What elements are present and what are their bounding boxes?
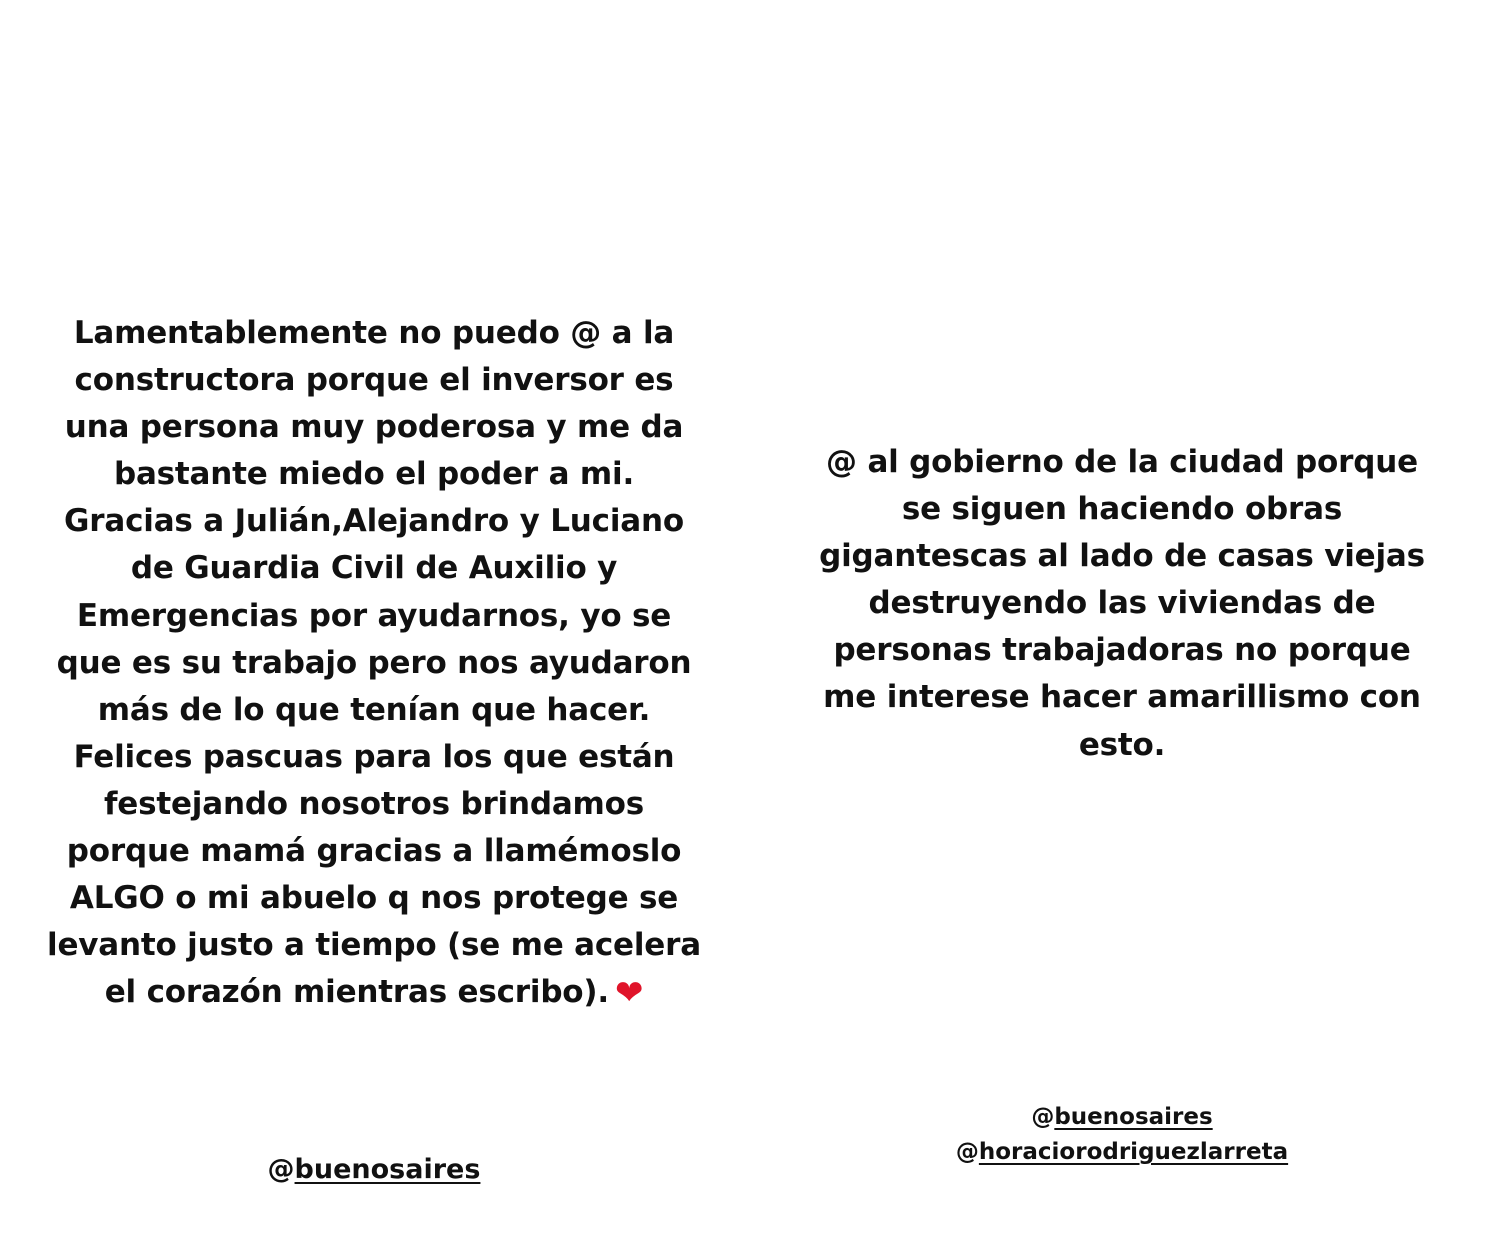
caption-line: Felices pascuas para los que están <box>73 738 675 775</box>
caption-line: ALGO o mi abuelo q nos protege se <box>69 880 679 917</box>
at-sign: @ <box>1031 1104 1055 1130</box>
caption-line: constructora porque el inversor es <box>74 362 674 399</box>
at-sign: @ <box>955 1139 979 1165</box>
mention-sticker-buenosaires[interactable] <box>0 1150 748 1190</box>
caption-line: gigantescas al lado de casas viejas <box>819 538 1425 575</box>
mention-sticker-horaciorodriguezlarreta[interactable] <box>748 1135 1496 1170</box>
story-caption-right <box>768 439 1476 769</box>
caption-line-text: el corazón mientras escribo). <box>104 974 609 1011</box>
caption-line: porque mamá gracias a llamémoslo <box>66 833 682 870</box>
caption-line: una persona muy poderosa y me da <box>64 409 684 446</box>
story-right <box>748 0 1496 1246</box>
caption-line: festejando nosotros brindamos <box>104 785 644 822</box>
caption-line: Gracias a Julián,Alejandro y Luciano <box>64 503 684 540</box>
mention-handle: buenosaires <box>294 1154 481 1185</box>
caption-line: Lamentablemente no puedo @ a la <box>73 315 675 351</box>
caption-line: @ al gobierno de la ciudad porque <box>826 444 1418 480</box>
caption-line: se siguen haciendo obras <box>901 491 1343 528</box>
at-sign: @ <box>267 1154 295 1185</box>
caption-line: bastante miedo el poder a mi. <box>113 456 635 493</box>
mention-handle: horaciorodriguezlarreta <box>978 1139 1289 1165</box>
caption-line: personas trabajadoras no porque <box>833 632 1411 669</box>
caption-line: esto. <box>1078 726 1166 763</box>
caption-line: Emergencias por ayudarnos, yo se <box>76 597 672 634</box>
mention-handle: buenosaires <box>1054 1104 1213 1130</box>
caption-line: más de lo que tenían que hacer. <box>97 691 651 728</box>
mention-stickers-left <box>0 1150 748 1190</box>
caption-line-last <box>20 969 728 1017</box>
caption-line: que es su trabajo pero nos ayudaron <box>56 644 692 681</box>
caption-line: me interese hacer amarillismo con <box>823 679 1421 716</box>
mention-sticker-buenosaires[interactable] <box>748 1100 1496 1135</box>
mention-stickers-right <box>748 1100 1496 1170</box>
story-caption-left <box>20 310 728 1017</box>
heart-icon: ❤ <box>614 973 644 1014</box>
caption-line: levanto justo a tiempo (se me acelera <box>47 927 701 964</box>
caption-line: de Guardia Civil de Auxilio y <box>130 550 618 587</box>
caption-line: destruyendo las viviendas de <box>868 585 1376 622</box>
